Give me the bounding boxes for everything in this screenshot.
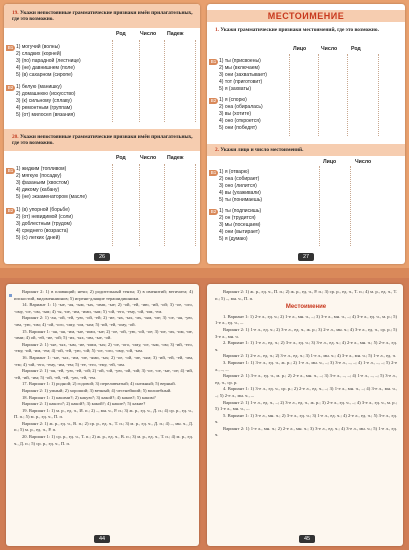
answer-grid [347, 54, 379, 136]
task-number: 1. [215, 27, 219, 33]
list-item: 3) (по) парадной (лестнице) [16, 57, 81, 64]
list-v2b [219, 208, 261, 243]
task-2-prompt [215, 147, 399, 153]
list-item: 2) (от) невидимой (соли) [16, 213, 73, 220]
list-item: 2) сладких (корней) [16, 50, 62, 57]
list-item: 5) ты (понимаешь) [219, 196, 263, 203]
col-header-gender: Род [116, 31, 126, 37]
col-header-person: Лицо [323, 159, 337, 165]
variant-badge: В2 [210, 98, 217, 103]
section-title: Местоимение [285, 304, 327, 311]
task-19-prompt [12, 10, 194, 23]
list-item: 5) я (захваты) [219, 85, 251, 92]
col-header-case: Падеж [167, 155, 184, 161]
variant-badge: В1 [7, 168, 14, 173]
page-number: 45 [299, 535, 315, 543]
page-number: 26 [94, 253, 110, 261]
list-item: 3) оно (лилится) [219, 182, 257, 189]
answer-paragraph: Вариант 2: 1) -ые, -ых, -ым, -ие, -ими, -ых; 2) -ое, -ого, -ому, -ое, -ым, -ом; 3) -ий, -его, -ему, -ий, -им, -ем; 4) -ой, -ей, -ую, -ой; 5) -ое, -ого, -ому, -ой, -ым. [14, 341, 193, 354]
list-item: 1) я (спорю) [219, 97, 247, 103]
task-text: Укажи непостоянные грамматические признаки имён прилагательных, где это возможно. [12, 134, 193, 147]
col-header-gender: Род [116, 155, 126, 161]
answers-text [215, 289, 397, 439]
variant-badge: В1 [7, 45, 14, 50]
list-item: 5) (от) милосел (вязания) [16, 111, 75, 118]
answer-paragraph: Вариант 2: 1) ж. р., ед. ч., П. п.; 2) ж. р., ед. ч., Р. п.; 3) ср. р., ед. ч., Т. п.; 4) м. р., ед. ч., Т. п.; 5) –, мн. ч., П. п. [215, 289, 397, 301]
workbook-page-left [4, 4, 200, 264]
answer-paragraph: Вариант 2: 1) какого?; 2) какой?; 3) какой?; 4) какие?; 5) какие? [22, 401, 146, 407]
answer-paragraph: 5. Вариант 1: 1) 3-е л., мн. ч.; 2) 3-е л., ед. ч.; 3) 1-е л., ед. ч.; 4) 2-е л., ед. ч.; 5) 3-е л., ед. ч. [215, 412, 397, 425]
list-item: 4) оно (откроется) [219, 117, 261, 124]
task-text: Укажи лицо и число местоимений. [220, 147, 304, 153]
list-item: 1) ты (присвоены) [219, 58, 261, 64]
list-item: 5) я (думаю) [219, 235, 248, 242]
list-item: 5) (не) экзаменатором (масле) [16, 193, 87, 200]
list-item: 4) ремонтным (группам) [16, 104, 72, 111]
col-header-person: Лицо [293, 46, 307, 52]
list-item: 4) вы (ухаживали) [219, 189, 261, 196]
list-v2a [219, 97, 263, 132]
answer-paragraph: 3. Вариант 1: 1) 3-е л., ед. ч., ж. р.; 2) 1-е л., мн. ч., –; 3) 3-е л., –, –; 4) 1-е л., –, –; 5) 2-е л., –, –. [215, 359, 397, 372]
list-item: 3) вы (хотите) [219, 110, 252, 117]
answer-paragraph: 19. Вариант 1: 1) м. р., ед. ч., И. п.; 2) –, мн. ч., Р. п.; 3) ж. р., ед. ч., Д. п.; 4) ср. р., ед. ч., П. п.; 5) м. р., ед. ч., П. п. [14, 407, 193, 420]
answer-grid [164, 164, 196, 246]
list-item: 3) они (захватывает) [219, 71, 267, 78]
list-item: 1) жидким (топливом) [16, 166, 67, 172]
list-v1a [219, 58, 267, 93]
answer-paragraph: Вариант 2: 1) 1-е л., ед. ч.; 2) 3-е л., ед. ч., ж. р.; 3) 2-е л., мн. ч.; 4) 3-е л., ед. ч., ср. р.; 5) 3-е л., мн. ч. [215, 326, 397, 339]
answer-grid [164, 40, 196, 122]
list-item: 4) они (вытирает) [219, 228, 260, 235]
list-item: 4) среднего (возраста) [16, 227, 69, 234]
task-number: 2. [215, 147, 219, 153]
page-number: 27 [298, 253, 314, 261]
task-1-prompt [215, 27, 399, 33]
variant-badge: В1 [210, 170, 217, 175]
list-item: 3) фазаньим (хвостом) [16, 179, 69, 186]
list-item: 4) тот (приготовит) [219, 78, 263, 85]
variant-badge: В2 [7, 208, 14, 213]
answer-paragraph: 2. Вариант 1: 1) 1-е л., ед. ч.; 2) 3-е л., ед. ч.; 3) 3-е л., ед. ч.; 4) 2-е л., мн. ч.; 5) 2-е л., ед. ч. [215, 340, 397, 352]
answer-paragraph: 4. Вариант 1: 1) 3-е л., ед. ч., ср. р.; 2) 2-е л., ед. ч., –; 3) 1-е л., мн. ч., –; 4) 3-е л., мн. ч., –; 5) 2-е л., мн. ч., –. [215, 386, 397, 398]
list-v1a [16, 44, 81, 79]
answer-paragraph: 18. Вариант 1: 1) какими?; 2) какую?; 3) какой?; 4) каков?; 5) каким? [22, 394, 156, 400]
answer-paragraph: 14. Вариант 1: 1) -ые, -ая, -ым, -ых, -имп, -ые; 2) -ой, -ей, -ию, -ий, -ой; 3) -ое, -ого, -ому, -ое, -ом, -ым; 4) -ы, -ие, -им, -ими, -ым; 5) -ой, -его, -ему, -ой, -им, -ем. [14, 302, 193, 314]
list-item: 2) домашнюю (искусство) [16, 90, 76, 97]
variant-badge: В2 [210, 209, 217, 214]
section-title-band [207, 10, 405, 22]
col-header-number: Число [140, 155, 157, 161]
answer-grid [112, 40, 140, 122]
col-header-case: Падеж [167, 31, 184, 37]
bullet-marker [9, 294, 12, 297]
list-item: 5) (в) сахарном (сиропе) [16, 71, 73, 78]
task-number: 20. [12, 134, 19, 140]
list-item: 1) я (отварю) [219, 169, 250, 175]
task-number: 19. [12, 10, 19, 16]
list-item: 4) дикому (кабану) [16, 186, 60, 193]
answer-paragraph: 16. Вариант 1: -ые, -ых, -им, -ие, -ями, -ых; 2) -ое, -ой, -ие, -ым; 3) -ий, -ей, -ей, -им, -ем; 4) -ий, -его, -ему, -им, -ем; 5) -ее, -его, -ему, -ей, -им. [14, 354, 193, 367]
answer-paragraph: Вариант 2: 1) 3-е л., ед. ч., м. р.; 2) 2-е л., мн. ч., –; 3) 3-е л., –, –; 4) 1-е л., –, –; 5) 3-е л., ед. ч., ср. р. [215, 373, 397, 385]
answers-text [14, 289, 193, 447]
list-item: 3) (к) сильному (сплаву) [16, 97, 72, 104]
col-header-number: Число [321, 46, 338, 52]
page-number: 44 [94, 535, 110, 543]
list-item: 4) (не) давнишнем (поле) [16, 64, 75, 71]
task-text: Укажи грамматические признаки местоимений, где это возможно. [220, 27, 379, 33]
list-item: 2) мягкую (посадку) [16, 172, 62, 179]
list-item: 2) он (трудится) [219, 214, 256, 221]
answer-paragraph: Вариант 2: 1) умный; 2) хороший; 3) вечный; 4) честнейший; 5) волшебный. [22, 387, 172, 393]
task-20-prompt [12, 134, 194, 147]
answer-paragraph: Вариант 2: 1) в плавящий; нечи; 2) родительный тенэн; 3) в именитий; вегичита; 4) ипскостий, видоменниинов; 5) игрени-длящие терашидишники. [14, 289, 193, 301]
list-item: 5) они (победят) [219, 124, 257, 131]
col-header-number: Число [140, 31, 157, 37]
answers-page-right [207, 284, 403, 546]
answer-grid [112, 164, 140, 246]
task-text: Укажи непостоянные грамматические признаки имён прилагательных, где это возможно. [12, 10, 193, 23]
answer-grid [289, 54, 319, 136]
answer-paragraph: 17. Вариант 1: 1) родной; 2) годовой; 3) переливчатый; 4) снежный; 5) верный. [22, 381, 176, 387]
list-item: 3) доблестным (трудом) [16, 220, 72, 227]
answer-paragraph: Вариант 2: 1) ж. р., ед. ч., В. п.; 2) ср. р., ед. ч., Т. п.; 3) м. р., ед. ч., Д. п.; 4) –, мн. ч., Д. п.; 5) м. р., ед. ч., Р. п. [14, 420, 193, 433]
list-item: 5) (с) легких (дней) [16, 234, 61, 241]
list-item: 1) ты (подписишь) [219, 208, 262, 214]
list-item: 3) мы (посещаем) [219, 221, 261, 228]
col-header-gender: Род [351, 46, 361, 52]
top-spread [0, 0, 409, 268]
list-item: 2) мы (включаем) [219, 64, 260, 71]
variant-badge: В2 [7, 85, 14, 90]
bottom-spread [0, 278, 409, 550]
variant-badge: В1 [210, 59, 217, 64]
list-v1b [219, 169, 262, 204]
list-item: 1) белую (манишку) [16, 84, 62, 90]
answer-paragraph: 20. Вариант 1: 1) ср. р., ед. ч., Т. п.; 2) ж. р., ед. ч., В. п.; 3) м. р., ед. ч., Т. п.; 4) м. р., ед. ч., Д. п.; 5) ср. р., ед. ч., П. п. [14, 434, 193, 446]
list-item: 1) могучий (волны) [16, 44, 60, 50]
list-item: 1) (в) упорной (борьбе) [16, 207, 70, 213]
workbook-page-right [207, 4, 405, 264]
answer-paragraph: Вариант 2: 1) 1-е л., ед. ч., –; 2) 3-е л., ед. ч., ж. р.; 3) 2-е л., ед. ч., –; 4) 3-е л., ед. ч., м. р.; 5) 1-е л., мн. ч., –. [215, 399, 397, 412]
col-header-number: Число [355, 159, 372, 165]
answer-paragraph: 15. Вариант 1: -ая, -ая, -им, -ые, -ими, -ые; 2) -ое, -ой, -ую, -ой, -ое; 3) -ие, -их, -им, -ие, -ими; 4) ой, -ей, -ие, -ой; 5) -их, -ых, -им, -ые, -ой. [14, 328, 193, 341]
section-title: МЕСТОИМЕНИЕ [267, 11, 345, 21]
answers-page-left [6, 284, 199, 546]
list-item: 2) она (собирает) [219, 175, 260, 182]
answer-grid [319, 166, 351, 246]
answer-paragraph: Вариант 2: 1) -ая, -ой, -ей, -ую, -ой, -ей; 2) -ие, -ях, -ых, -их, -ым, -ие; 3) -ое, -ая, -ую, -им, -ую, -им; 4) -ой, -ого, -ому, -ом, -ым; 5) -ий, -ей, -ому, -ой. [14, 315, 193, 327]
list-v1b [16, 166, 87, 201]
list-v2b [16, 207, 73, 242]
list-v2a [16, 84, 75, 119]
answer-paragraph: Вариант 2: 1) -ая, -ей, -ую, -ей, -ой; 2) -ой, -ой, -ую, -ой, -ий; 3) -ое, -ое, -ые, -ое; 4) -ий, -ей, -ий, -им; 5) -ой, -ей, -ей, -ую, -ей, -ем. [14, 368, 193, 380]
answer-paragraph: 1. Вариант 1: 1) 2-е л., ед. ч.; 2) 1-е л., мн. ч., –; 3) 3-е л., мн. ч., –; 4) 3-е л., ед. ч., м. р.; 5) 1-е л., ед. ч., –. [215, 313, 397, 326]
answer-paragraph: Вариант 2: 1) 1-е л., мн. ч.; 2) 2-е л., мн. ч.; 3) 3-е л., ед. ч.; 4) 3-е л., мн. ч.; 5) 1-е л., ед. ч. [215, 425, 397, 438]
answer-paragraph: Вариант 2: 1) 2-е л., ед. ч.; 2) 3-е л., ед. ч.; 3) 1-е л., мн. ч.; 4) 3-е л., мн. ч.; 5) 1-е л., ед. ч. [223, 353, 397, 359]
list-item: 2) она (обиралась) [219, 103, 263, 110]
